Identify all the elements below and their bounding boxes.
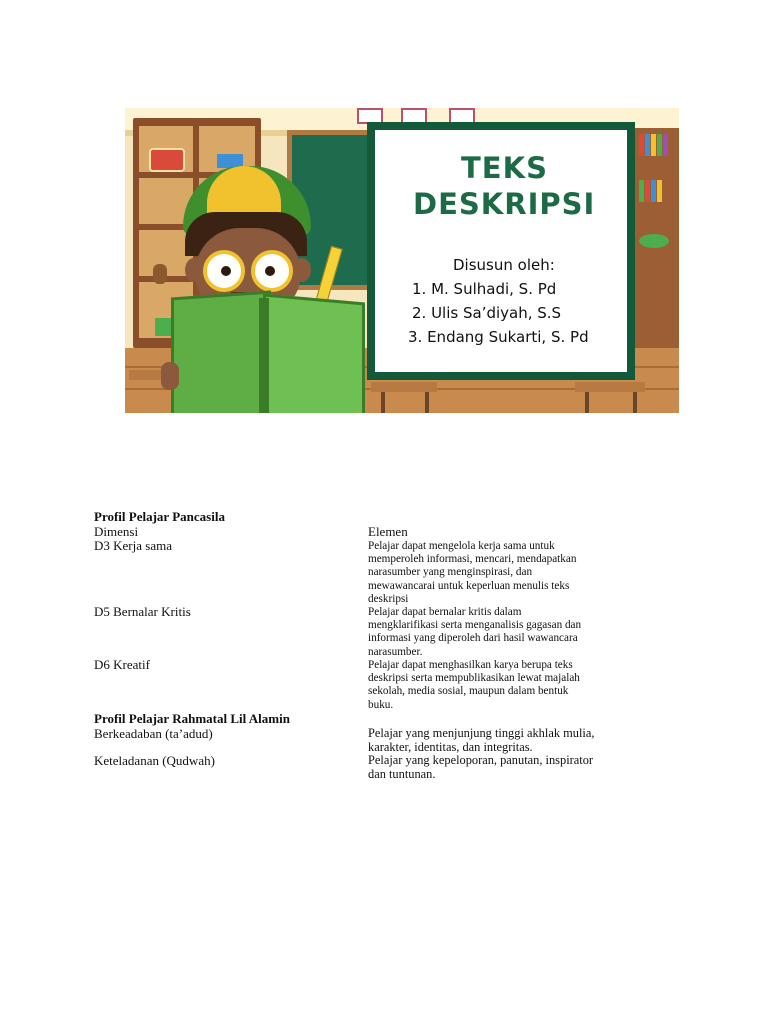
element-line: Pelajar dapat menghasilkan karya berupa teks (368, 659, 573, 671)
open-book-spine (259, 298, 269, 413)
col-element-header: Elemen (368, 524, 408, 539)
element-line: deskripsi serta mempublikasikan lewat majalah (368, 672, 580, 685)
teddy-bear-icon (153, 264, 167, 284)
plant-icon (639, 234, 669, 248)
cover-title-line2: DESKRIPSI (413, 187, 596, 221)
element-line: Pelajar yang kepeloporan, panutan, inspirator (368, 753, 594, 767)
dimension-keteladanan: Keteladanan (Qudwah) (94, 753, 215, 768)
element-line: sekolah, media sosial, maupun dalam bentuk (368, 685, 569, 698)
element-line: Pelajar dapat mengelola kerja sama untuk (368, 540, 555, 552)
element-line: narasumber yang menginspirasi, dan (368, 566, 533, 579)
title-card-inner (375, 130, 627, 372)
element-line: Pelajar dapat bernalar kritis dalam (368, 606, 522, 618)
glasses-left-icon (203, 250, 245, 292)
cover-author-1: 1. M. Sulhadi, S. Pd (412, 280, 557, 298)
element-line: dan tuntunan. (368, 766, 436, 781)
cover-banner (125, 108, 679, 413)
element-line: Pelajar yang menjunjung tinggi akhlak mulia, (368, 726, 595, 740)
element-line: informasi yang diperoleh dari hasil wawancara (368, 632, 578, 645)
dimension-berkeadaban: Berkeadaban (ta’adud) (94, 726, 213, 741)
element-line: mewawancarai untuk keperluan menulis teks (368, 579, 570, 592)
rahmatal-heading: Profil Pelajar Rahmatal Lil Alamin (94, 711, 290, 726)
element-d5 (368, 606, 638, 659)
desk (371, 382, 437, 392)
cover-title-line1: TEKS (461, 151, 548, 185)
element-d3 (368, 540, 638, 606)
cover-by-label: Disusun oleh: (453, 256, 555, 274)
dimension-d3: D3 Kerja sama (94, 538, 172, 553)
col-dimension-header: Dimensi (94, 524, 139, 539)
dimension-d6: D6 Kreatif (94, 657, 150, 672)
element-line: buku. (368, 698, 394, 711)
element-line: narasumber. (368, 645, 423, 658)
glasses-right-icon (251, 250, 293, 292)
element-d6 (368, 659, 638, 712)
drum-icon (149, 148, 185, 172)
kid-hand (161, 362, 179, 390)
element-line: deskripsi (368, 592, 409, 605)
element-line: memperoleh informasi, mencari, mendapatkan (368, 553, 577, 566)
title-card (367, 122, 635, 380)
open-book-left-page (171, 291, 271, 413)
dimension-d5: D5 Bernalar Kritis (94, 604, 191, 619)
element-line: karakter, identitas, dan integritas. (368, 739, 533, 754)
element-berkeadaban (368, 727, 638, 754)
cover-author-2: 2. Ulis Sa’diyah, S.S (412, 304, 562, 322)
element-line: mengklarifikasi serta menganalisis gagasan dan (368, 619, 582, 632)
cover-author-3: 3. Endang Sukarti, S. Pd (408, 328, 589, 346)
desk (575, 382, 645, 392)
open-book-right-page (263, 294, 365, 413)
pancasila-heading: Profil Pelajar Pancasila (94, 509, 225, 524)
element-keteladanan (368, 754, 638, 781)
